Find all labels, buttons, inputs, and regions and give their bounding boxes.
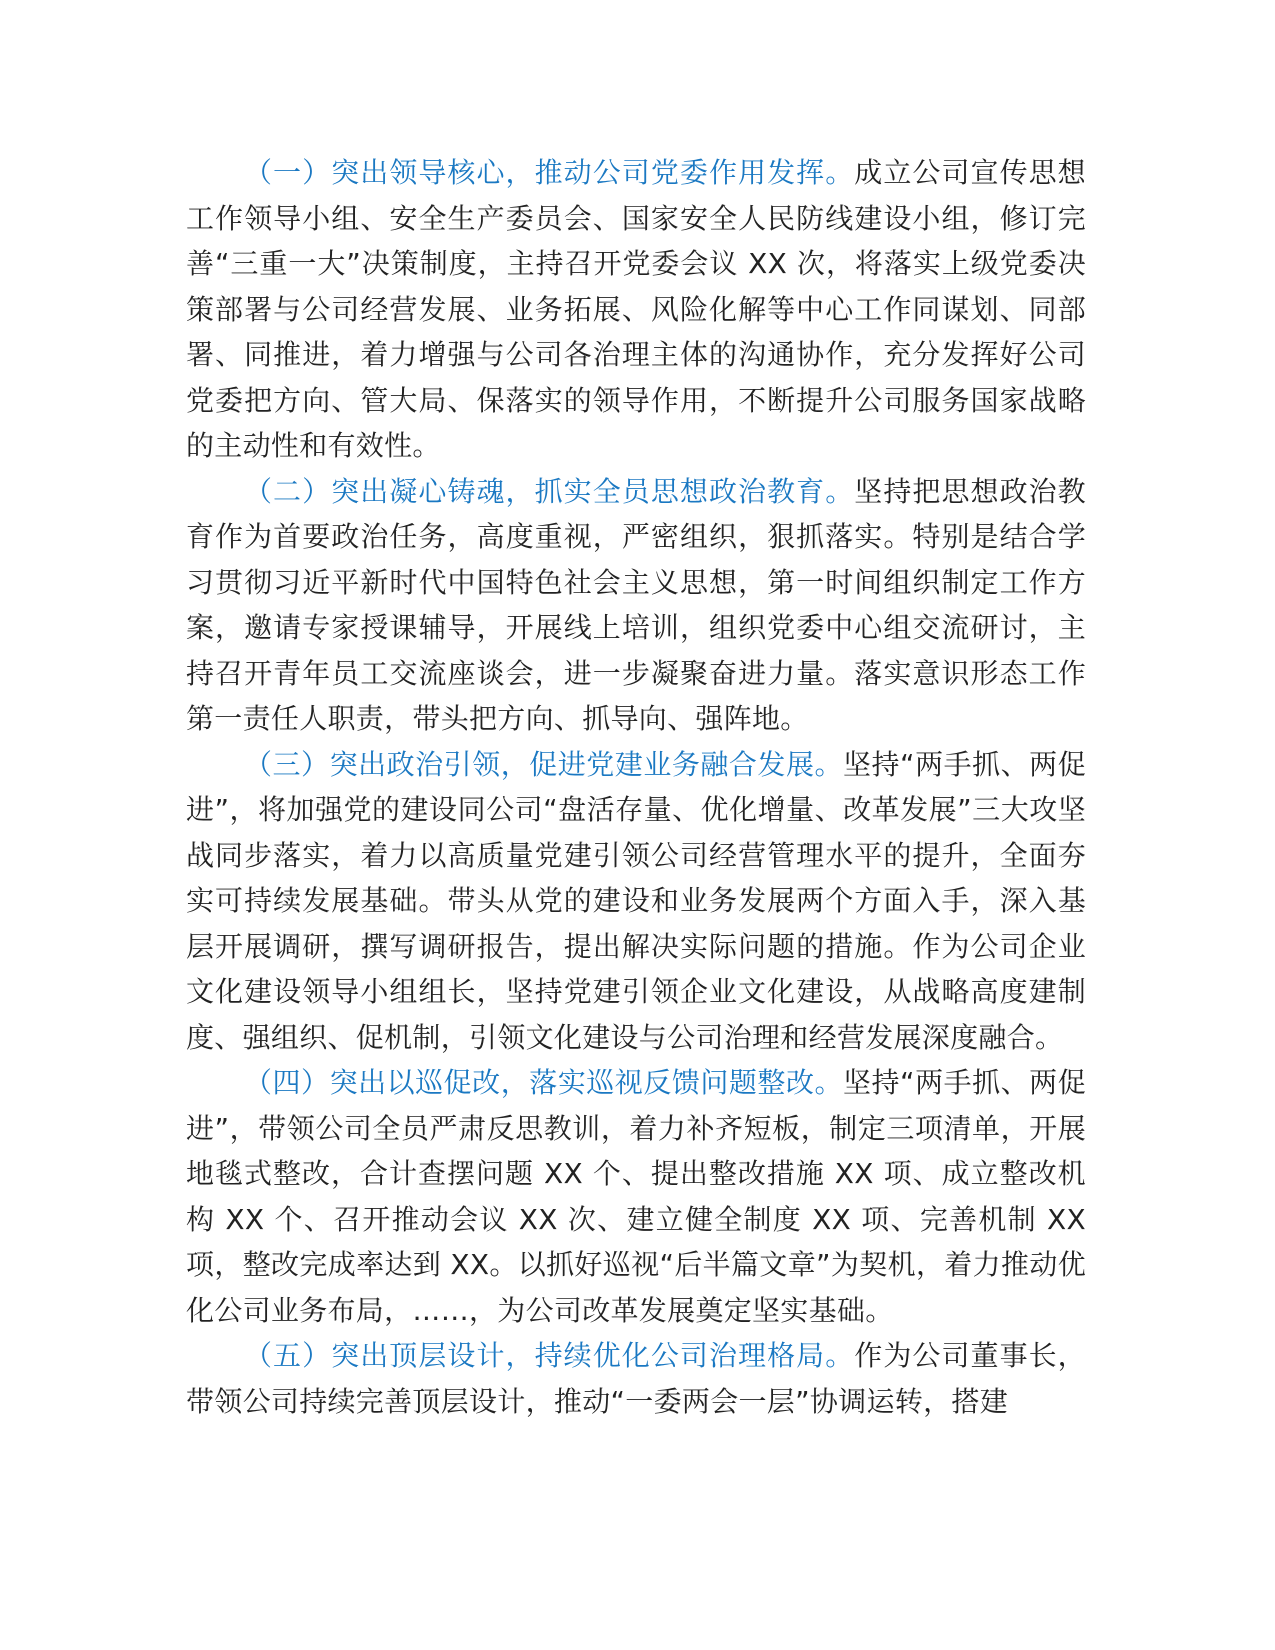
paragraph-5 — [186, 1333, 1086, 1424]
paragraph-5-heading: （五）突出顶层设计，持续优化公司治理格局。 — [244, 1339, 855, 1372]
paragraph-1-heading: （一）突出领导核心，推动公司党委作用发挥。 — [244, 156, 855, 189]
paragraph-4-heading: （四）突出以巡促改，落实巡视反馈问题整改。 — [244, 1066, 843, 1099]
paragraph-2 — [186, 469, 1086, 742]
document-page — [186, 150, 1086, 1424]
paragraph-5-body: 作为公司董事长，带领公司持续完善顶层设计，推动“一委两会一层”协调运转，搭建 — [186, 1339, 1086, 1418]
paragraph-1-body: 成立公司宣传思想工作领导小组、安全生产委员会、国家安全人民防线建设小组，修订完善“三重一大”决策制度，主持召开党委会议 XX 次，将落实上级党委决策部署与公司经营发展、业务拓展、风险化解等中心工作同谋划、同部署、同推进，着力增强与公司各治理主体的沟通协作，充分发挥好公司党委把方向、管大局、保落实的领导作用，不断提升公司服务国家战略的主动性和有效性。 — [186, 156, 1086, 462]
paragraph-2-heading: （二）突出凝心铸魂，抓实全员思想政治教育。 — [244, 474, 855, 508]
paragraph-3 — [186, 742, 1086, 1061]
paragraph-4-body: 坚持“两手抓、两促进”，带领公司全员严肃反思教训，着力补齐短板，制定三项清单，开展地毯式整改，合计查摆问题 XX 个、提出整改措施 XX 项、成立整改机构 XX 个、召开推动会议 XX 次、建立健全制度 XX 项、完善机制 XX 项，整改完成率达到 XX。以抓好巡视“后半篇文章”为契机，着力推动优化公司业务布局，……，为公司改革发展奠定坚实基础。 — [186, 1066, 1086, 1327]
paragraph-3-body: 坚持“两手抓、两促进”，将加强党的建设同公司“盘活存量、优化增量、改革发展”三大攻坚战同步落实，着力以高质量党建引领公司经营管理水平的提升，全面夯实可持续发展基础。带头从党的建设和业务发展两个方面入手，深入基层开展调研，撰写调研报告，提出解决实际问题的措施。作为公司企业文化建设领导小组组长，坚持党建引领企业文化建设，从战略高度建制度、强组织、促机制，引领文化建设与公司治理和经营发展深度融合。 — [186, 747, 1086, 1054]
paragraph-2-body: 坚持把思想政治教育作为首要政治任务，高度重视，严密组织，狠抓落实。特别是结合学习贯彻习近平新时代中国特色社会主义思想，第一时间组织制定工作方案，邀请专家授课辅导，开展线上培训，组织党委中心组交流研讨，主持召开青年员工交流座谈会，进一步凝聚奋进力量。落实意识形态工作第一责任人职责，带头把方向、抓导向、强阵地。 — [186, 474, 1086, 735]
paragraph-3-heading: （三）突出政治引领，促进党建业务融合发展。 — [244, 747, 843, 781]
paragraph-1 — [186, 150, 1086, 469]
paragraph-4 — [186, 1060, 1086, 1333]
